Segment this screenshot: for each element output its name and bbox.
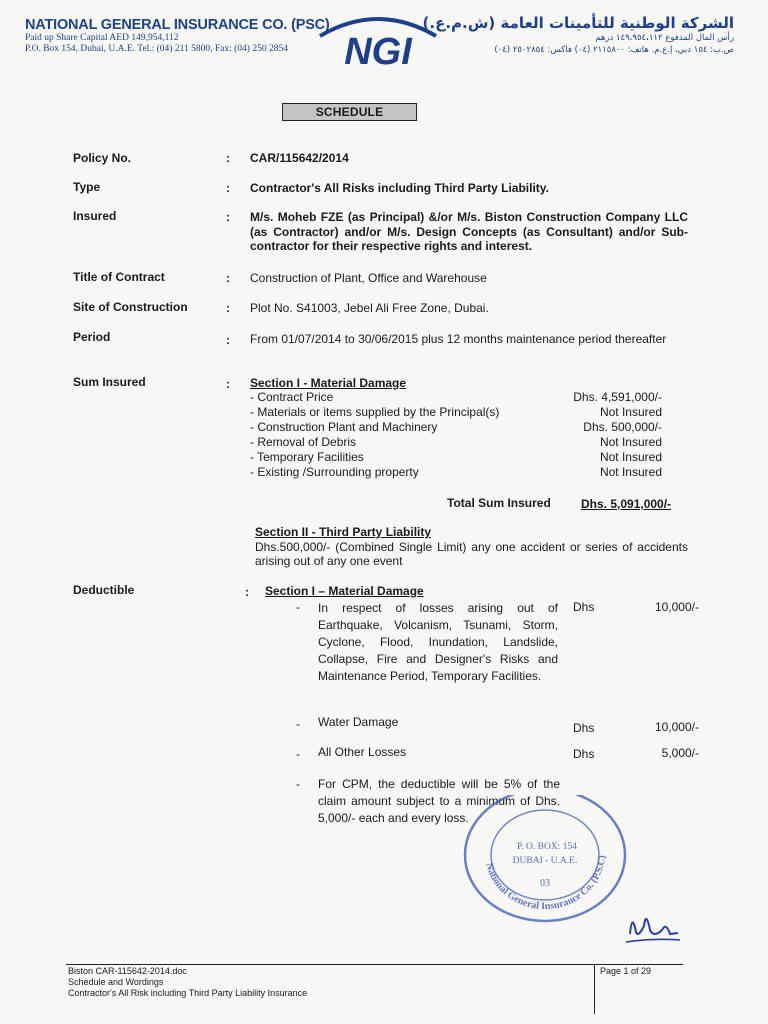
colon: : xyxy=(245,585,249,599)
stamp-pobox: P. O. BOX: 154 xyxy=(517,842,577,852)
page-number: Page 1 of 29 xyxy=(600,966,652,976)
colon: : xyxy=(226,301,230,315)
deductible-dash: - xyxy=(296,747,300,761)
sum-item-amount: Dhs. 500,000/- xyxy=(583,420,662,434)
deductible-amount: 5,000/- xyxy=(661,746,699,760)
period-value: From 01/07/2014 to 30/06/2015 plus 12 months maintenance period thereafter xyxy=(250,332,667,346)
sum-item-amount: Not Insured xyxy=(599,435,662,449)
contract-title-label: Title of Contract xyxy=(73,270,165,284)
colon: : xyxy=(226,210,230,224)
sum-item-amount: Not Insured xyxy=(599,465,662,479)
total-sum-value: Dhs. 5,091,000/- xyxy=(581,497,672,511)
sum-item-label: - Temporary Facilities xyxy=(250,450,364,464)
section2-text: Dhs.500,000/- (Combined Single Limit) any one accident or series of accidents arising out of any one event xyxy=(255,540,688,568)
deductible-amount: 10,000/- xyxy=(654,600,699,614)
site-label: Site of Construction xyxy=(73,300,188,314)
deductible-item-text: All Other Losses xyxy=(318,745,407,759)
share-capital-ar: رأس المال المدفوع ١٤٩،٩٥٤،١١٢ درهم xyxy=(595,33,734,43)
deductible-item-text: In respect of losses arising out of Earthquake, Volcanism, Tsunami, Storm, Cyclone, Flood, Inundation, Landslide, Collapse, Fire and Designer's Risks and Maintenance Period, Temporary Facilities. xyxy=(318,601,558,683)
policy-number-value: CAR/115642/2014 xyxy=(250,151,349,165)
footer-section: Schedule and Wordings xyxy=(68,977,164,987)
deductible-currency: Dhs xyxy=(573,747,595,761)
sum-item-label: - Contract Price xyxy=(250,390,334,404)
sum-item-label: - Removal of Debris xyxy=(250,435,357,449)
colon: : xyxy=(226,271,230,285)
deductible-currency: Dhs xyxy=(573,600,595,614)
footer-rule xyxy=(66,964,683,965)
section2-heading: Section II - Third Party Liability xyxy=(255,525,432,539)
deductible-item-text: For CPM, the deductible will be 5% of the claim amount subject to a minimum of Dhs. 5,000/- each and every loss. xyxy=(318,777,560,825)
company-name-ar: الشركة الوطنية للتأمينات العامة (ش.م.ع.) xyxy=(422,14,734,32)
stamp-number: 03 xyxy=(540,878,550,889)
deductible-dash: - xyxy=(296,600,300,614)
section1-heading: Section I - Material Damage xyxy=(250,376,407,390)
insured-value: M/s. Moheb FZE (as Principal) &/or M/s. Biston Construction Company LLC (as Contractor) and/or M/s. Design Concepts (as Consultant) and/or Sub-contractor for their respective rights and interest. xyxy=(250,210,688,253)
deductible-heading: Section I – Material Damage xyxy=(265,584,424,598)
schedule-title: SCHEDULE xyxy=(282,103,417,121)
contract-title-value: Construction of Plant, Office and Warehouse xyxy=(250,271,487,285)
sum-item-label: - Materials or items supplied by the Principal(s) xyxy=(250,405,500,419)
sum-insured-label: Sum Insured xyxy=(73,375,146,389)
colon: : xyxy=(226,181,230,195)
colon: : xyxy=(226,377,230,391)
site-value: Plot No. S41003, Jebel Ali Free Zone, Dubai. xyxy=(250,301,489,315)
footer-policy-type: Contractor's All Risk including Third Party Liability Insurance xyxy=(68,988,308,998)
sum-item-amount: Not Insured xyxy=(599,405,662,419)
type-value: Contractor's All Risks including Third Party Liability. xyxy=(250,181,549,195)
company-name-en: NATIONAL GENERAL INSURANCE CO. (PSC) xyxy=(25,17,330,33)
sum-item-amount: Dhs. 4,591,000/- xyxy=(573,390,662,404)
address-ar: ص.ب: ١٥٤ دبي، إ.ع.م. هاتف: ٢١١٥٨٠٠ (٠٤) فاكس: ٢٥٠٢٨٥٤ (٠٤) xyxy=(494,45,734,55)
company-stamp xyxy=(455,795,635,923)
type-label: Type xyxy=(73,180,101,194)
total-sum-label: Total Sum Insured xyxy=(447,496,551,510)
signature xyxy=(622,904,684,948)
sum-item-amount: Not Insured xyxy=(599,450,662,464)
footer-doc-info xyxy=(68,966,307,999)
deductible-currency: Dhs xyxy=(573,721,595,735)
colon: : xyxy=(226,151,230,165)
letterhead-arabic xyxy=(423,14,734,56)
deductible-dash: - xyxy=(296,717,300,731)
stamp-city: DUBAI - U.A.E. xyxy=(512,856,578,866)
colon: : xyxy=(226,333,230,347)
sum-item-label: - Construction Plant and Machinery xyxy=(250,420,438,434)
footer-filename: Biston CAR-115642-2014.doc xyxy=(68,966,187,976)
address-en: P.O. Box 154, Dubai, U.A.E. Tel.: (04) 211 5800, Fax: (04) 250 2854 xyxy=(25,44,288,54)
period-label: Period xyxy=(73,330,111,344)
share-capital-en: Paid up Share Capital AED 149,954,112 xyxy=(25,33,179,43)
deductible-amount: 10,000/- xyxy=(654,720,699,734)
deductible-dash: - xyxy=(296,777,300,791)
sum-item-label: - Existing /Surrounding property xyxy=(250,465,419,479)
deductible-item-text: Water Damage xyxy=(318,715,399,729)
letterhead-english xyxy=(25,17,330,55)
stamp-ring-text: National General Insurance Co. (P.S.C) xyxy=(483,854,608,913)
policy-number-label: Policy No. xyxy=(73,151,132,165)
logo-text: NGI xyxy=(344,31,412,70)
footer-divider xyxy=(594,964,595,1014)
deductible-label: Deductible xyxy=(73,583,135,597)
insured-label: Insured xyxy=(73,209,117,223)
